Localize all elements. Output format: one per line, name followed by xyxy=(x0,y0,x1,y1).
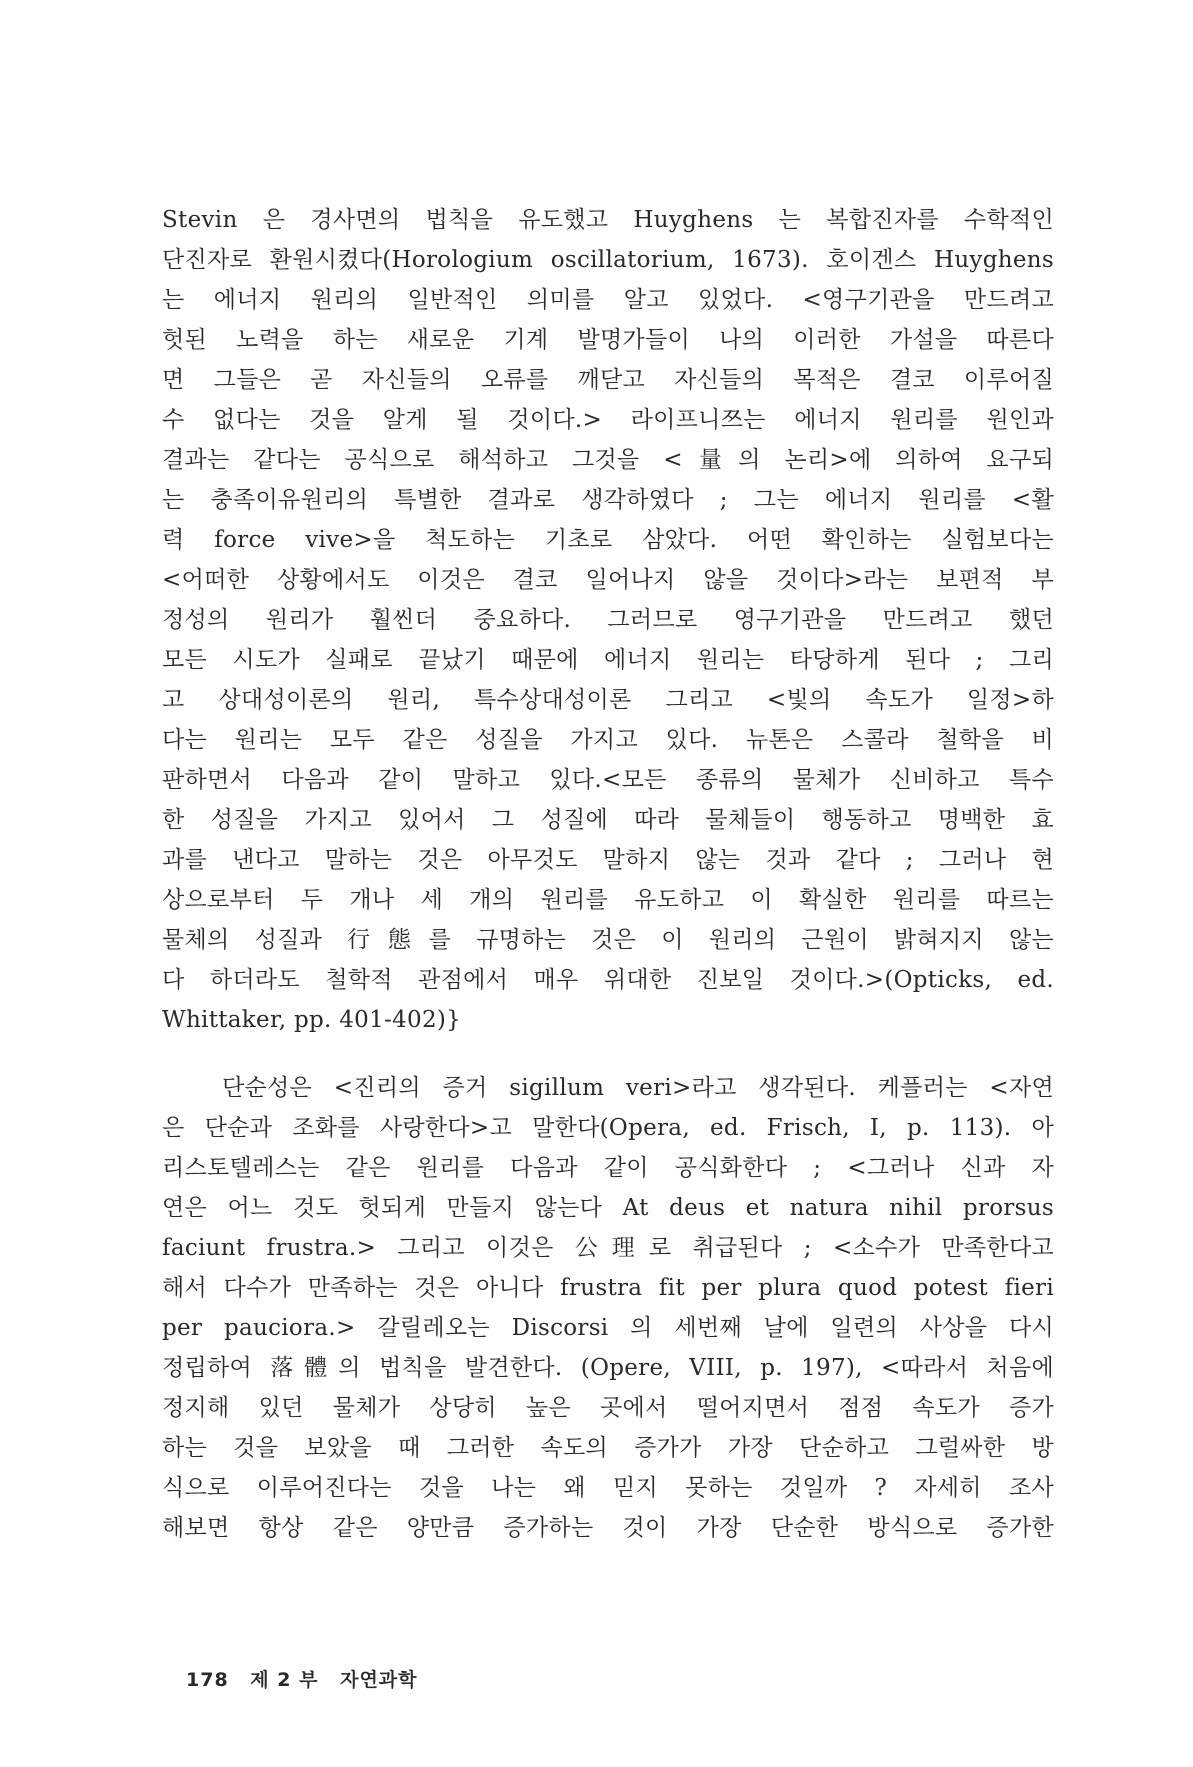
text-line: 하는 것을 보았을 때 그러한 속도의 증가가 가장 단순하고 그럴싸한 방 xyxy=(162,1435,1054,1461)
text-line: 다 하더라도 철학적 관점에서 매우 위대한 진보일 것이다.>(Opticks, ed. xyxy=(162,967,1054,993)
text-line: 는 충족이유원리의 특별한 결과로 생각하였다 ; 그는 에너지 원리를 <활 xyxy=(162,487,1054,513)
text-line: 식으로 이루어진다는 것을 나는 왜 믿지 못하는 것일까 ? 자세히 조사 xyxy=(162,1475,1054,1501)
text-line: 정립하여 落體의 법칙을 발견한다. (Opere, VIII, p. 197), <따라서 처음에 xyxy=(162,1355,1054,1381)
text-line: 고 상대성이론의 원리, 특수상대성이론 그리고 <빛의 속도가 일정>하 xyxy=(162,687,1054,713)
text-line: 다는 원리는 모두 같은 성질을 가지고 있다. 뉴톤은 스콜라 철학을 비 xyxy=(162,727,1054,753)
paragraph-simplicity xyxy=(162,1068,1054,1548)
paragraph-stevin-huyghens xyxy=(162,200,1054,1040)
text-line: 해보면 항상 같은 양만큼 증가하는 것이 가장 단순한 방식으로 증가한 xyxy=(162,1515,1054,1541)
text-line: Stevin 은 경사면의 법칙을 유도했고 Huyghens 는 복합진자를 수학적인 xyxy=(162,207,1054,233)
text-line: per pauciora.> 갈릴레오는 Discorsi 의 세번째 날에 일련의 사상을 다시 xyxy=(162,1315,1054,1341)
text-line: 연은 어느 것도 헛되게 만들지 않는다 At deus et natura nihil prorsus xyxy=(162,1195,1054,1221)
text-line: 물체의 성질과 行態를 규명하는 것은 이 원리의 근원이 밝혀지지 않는 xyxy=(162,927,1054,953)
text-line: 판하면서 다음과 같이 말하고 있다.<모든 종류의 물체가 신비하고 특수 xyxy=(162,767,1054,793)
text-line: 단순성은 <진리의 증거 sigillum veri>라고 생각된다. 케플러는 <자연 xyxy=(222,1075,1054,1101)
text-line: 과를 낸다고 말하는 것은 아무것도 말하지 않는 것과 같다 ; 그러나 현 xyxy=(162,847,1054,873)
text-line: 는 에너지 원리의 일반적인 의미를 알고 있었다. <영구기관을 만드려고 xyxy=(162,287,1054,313)
part-label: 제 2 부 xyxy=(250,1669,319,1691)
text-line: 은 단순과 조화를 사랑한다>고 말한다(Opera, ed. Frisch, I, p. 113). 아 xyxy=(162,1115,1054,1141)
text-line: 정지해 있던 물체가 상당히 높은 곳에서 떨어지면서 점점 속도가 증가 xyxy=(162,1395,1054,1421)
text-line: <어떠한 상황에서도 이것은 결코 일어나지 않을 것이다>라는 보편적 부 xyxy=(162,567,1054,593)
text-line: faciunt frustra.> 그리고 이것은 公理로 취급된다 ; <소수가 만족한다고 xyxy=(162,1235,1054,1261)
text-line: 면 그들은 곧 자신들의 오류를 깨닫고 자신들의 목적은 결코 이루어질 xyxy=(162,367,1054,393)
text-line: 헛된 노력을 하는 새로운 기계 발명가들이 나의 이러한 가설을 따른다 xyxy=(162,327,1054,353)
text-line: 해서 다수가 만족하는 것은 아니다 frustra fit per plura quod potest fieri xyxy=(162,1275,1054,1301)
text-line: 단진자로 환원시켰다(Horologium oscillatorium, 1673). 호이겐스 Huyghens xyxy=(162,247,1054,273)
text-line: 정성의 원리가 훨씬더 중요하다. 그러므로 영구기관을 만드려고 했던 xyxy=(162,607,1054,633)
text-line: 리스토텔레스는 같은 원리를 다음과 같이 공식화한다 ; <그러나 신과 자 xyxy=(162,1155,1054,1181)
text-line: 수 없다는 것을 알게 될 것이다.> 라이프니쯔는 에너지 원리를 원인과 xyxy=(162,407,1054,433)
text-line: 모든 시도가 실패로 끝났기 때문에 에너지 원리는 타당하게 된다 ; 그리 xyxy=(162,647,1054,673)
text-line: Whittaker, pp. 401-402)} xyxy=(162,1007,462,1033)
text-line: 결과는 같다는 공식으로 해석하고 그것을 <量의 논리>에 의하여 요구되 xyxy=(162,447,1054,473)
page-footer xyxy=(186,1665,432,1692)
text-line: 한 성질을 가지고 있어서 그 성질에 따라 물체들이 행동하고 명백한 효 xyxy=(162,807,1054,833)
text-line: 상으로부터 두 개나 세 개의 원리를 유도하고 이 확실한 원리를 따르는 xyxy=(162,887,1054,913)
page-number: 178 xyxy=(186,1669,229,1691)
section-label: 자연과학 xyxy=(340,1669,418,1691)
text-line: 력 force vive>을 척도하는 기초로 삼았다. 어떤 확인하는 실험보다는 xyxy=(162,527,1054,553)
